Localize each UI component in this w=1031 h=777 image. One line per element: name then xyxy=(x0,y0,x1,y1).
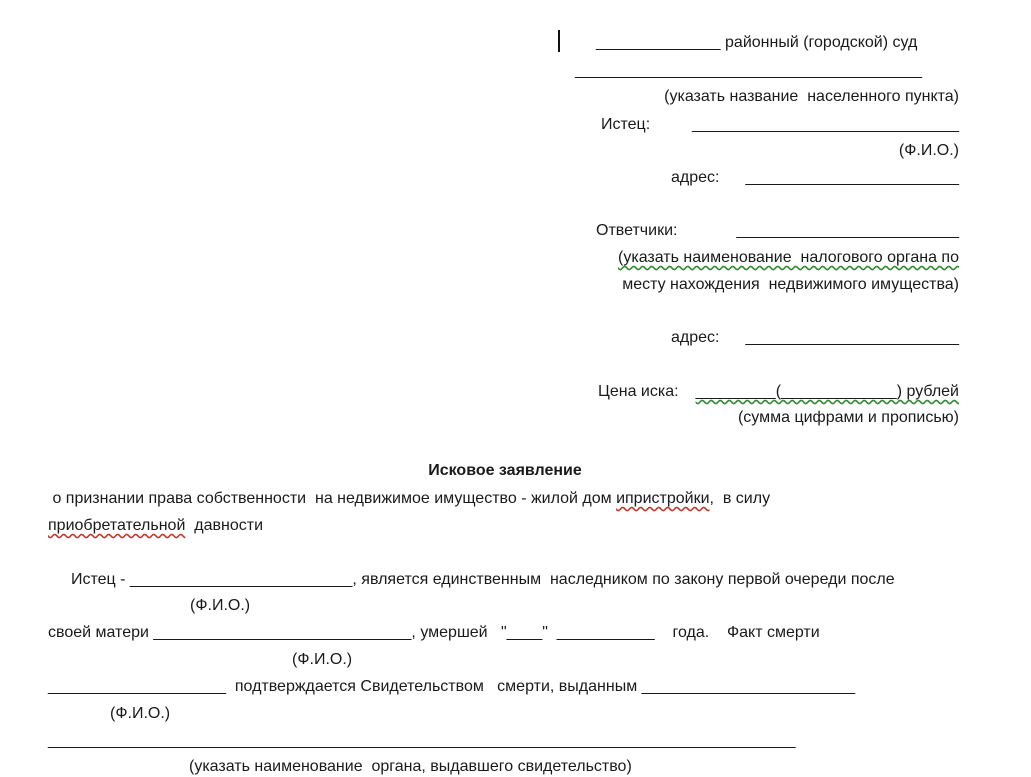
document-title: Исковое заявление xyxy=(428,462,582,479)
body-line-1: Истец - _________________________, является единственным наследником по закону первой очереди после xyxy=(71,571,895,588)
court-hint: (указать название населенного пункта) xyxy=(664,88,959,105)
body-hint-2: (Ф.И.О.) xyxy=(292,651,353,668)
address-line: ________________________ xyxy=(745,169,959,186)
claim-price-label: Цена иска: xyxy=(598,383,679,400)
defendants-hint-2: месту нахождения недвижимого имущества) xyxy=(622,276,959,293)
plaintiff-fio-hint: (Ф.И.О.) xyxy=(898,142,959,159)
subtitle-part-3: , в силу xyxy=(709,490,771,507)
subtitle-line-2 xyxy=(48,516,263,536)
court-line-2: _______________________________________ xyxy=(575,62,923,79)
body-hint-1: (Ф.И.О.) xyxy=(190,597,251,614)
subtitle-line-1 xyxy=(48,489,770,509)
body-line-2: своей матери _____________________________, умершей "____" ___________ года. Факт смерти xyxy=(48,624,820,641)
address2-label: адрес: xyxy=(671,329,720,346)
subtitle-part-1: о признании права собственности на недвижимое имущество - жилой дом xyxy=(48,490,617,507)
subtitle-part-2: ипристройки xyxy=(616,490,710,507)
body-line-4: ____________________________________________________________________________________ xyxy=(48,732,796,749)
plaintiff-label: Истец: xyxy=(601,116,651,133)
defendants-line: _________________________ xyxy=(736,222,959,239)
plaintiff-line: ______________________________ xyxy=(692,116,959,133)
text-cursor xyxy=(558,30,560,52)
defendants-hint-1: (указать наименование налогового органа по xyxy=(618,249,959,266)
body-line-3: ____________________ подтверждается Свидетельством смерти, выданным ________________________ xyxy=(48,678,856,695)
body-hint-3: (Ф.И.О.) xyxy=(110,705,171,722)
court-line: ______________ районный (городской) суд xyxy=(596,34,918,51)
defendants-label: Ответчики: xyxy=(596,222,678,239)
claim-price-hint: (сумма цифрами и прописью) xyxy=(737,409,959,426)
body-hint-4: (указать наименование органа, выдавшего свидетельство) xyxy=(189,758,632,775)
address-label: адрес: xyxy=(671,169,720,186)
subtitle-word: приобретательной xyxy=(48,517,186,534)
subtitle-word-2: давности xyxy=(185,517,264,534)
address2-line: ________________________ xyxy=(745,329,959,346)
claim-price-value: _________(_____________) рублей xyxy=(695,383,959,400)
